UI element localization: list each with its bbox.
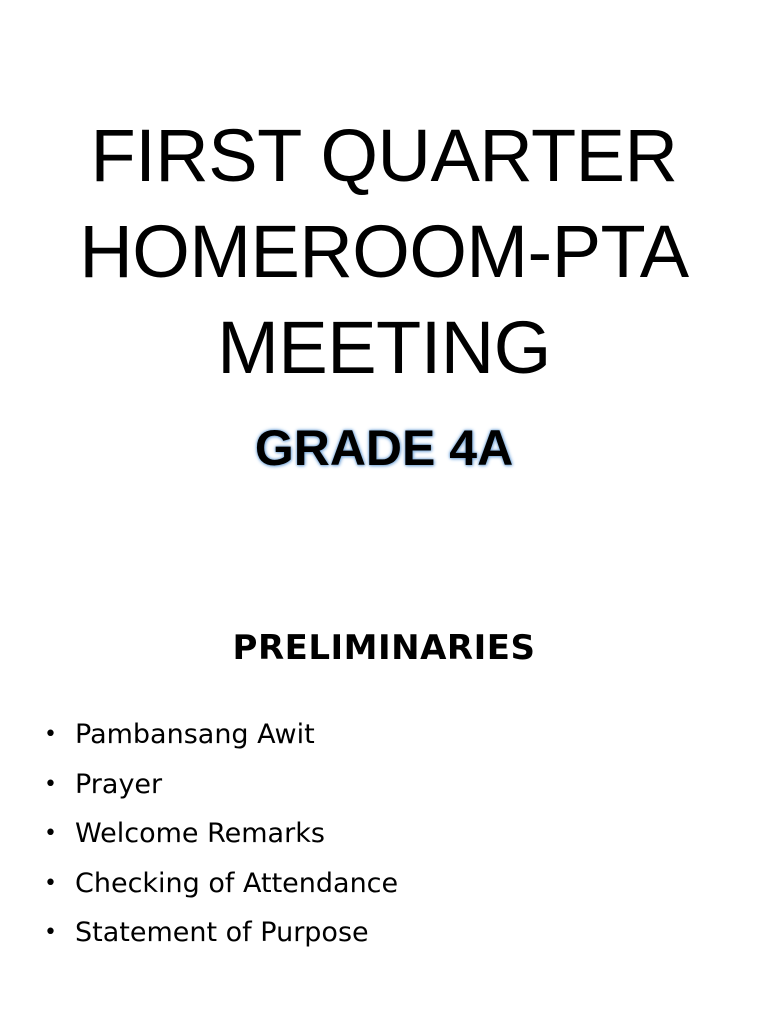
agenda-item <box>44 908 398 958</box>
meeting-title-line: MEETING <box>217 306 551 389</box>
meeting-title <box>0 108 768 396</box>
bullet-icon: • <box>44 920 57 945</box>
bullet-icon: • <box>44 870 57 896</box>
agenda-item-label: Welcome Remarks <box>75 818 325 849</box>
meeting-title-line: HOMEROOM-PTA <box>79 210 689 293</box>
agenda-list <box>44 710 398 958</box>
agenda-heading: PRELIMINARIES <box>232 628 536 668</box>
bullet-icon: • <box>44 722 57 747</box>
agenda-item <box>44 809 398 859</box>
agenda-item <box>44 760 398 810</box>
bullet-icon: • <box>44 821 57 846</box>
agenda-item-label: Checking of Attendance <box>75 867 399 899</box>
bullet-icon: • <box>44 771 57 797</box>
agenda-item-label: Prayer <box>75 768 163 800</box>
agenda-item <box>44 710 398 760</box>
grade-label: GRADE 4A <box>254 420 514 476</box>
meeting-title-line: FIRST QUARTER <box>90 114 678 197</box>
agenda-slide <box>0 580 768 1024</box>
agenda-item-label: Pambansang Awit <box>75 719 315 750</box>
agenda-item-label: Statement of Purpose <box>75 917 369 948</box>
agenda-item <box>44 859 398 909</box>
